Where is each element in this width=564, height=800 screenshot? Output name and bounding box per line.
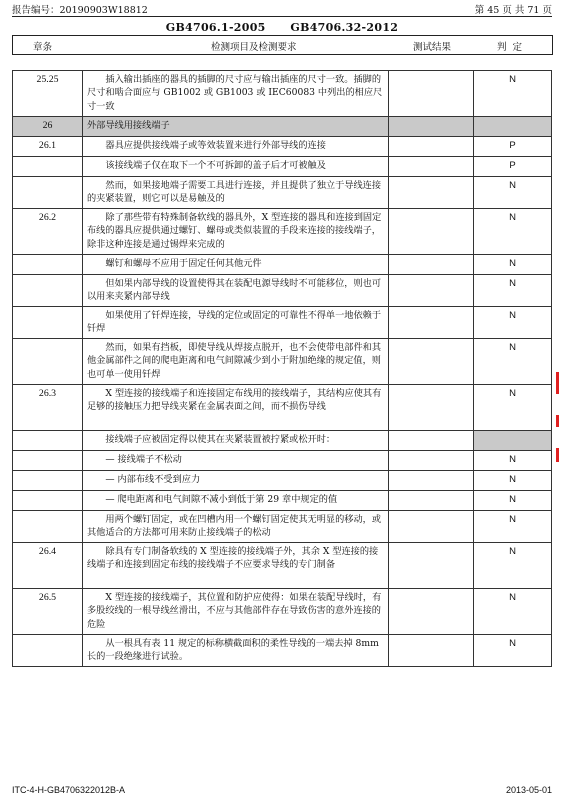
result-cell — [389, 71, 474, 117]
margin-mark — [556, 448, 559, 462]
verdict-cell: N — [474, 177, 552, 209]
requirement-cell: 但如果内部导线的设置使得其在装配电源导线时不可能移位，则也可以用来夹紧内部导线 — [83, 275, 389, 307]
result-cell — [389, 209, 474, 255]
clause-cell: 26.1 — [13, 137, 83, 157]
col-verdict: 判 定 — [497, 42, 523, 53]
clause-cell: 25.25 — [13, 71, 83, 117]
clause-cell — [13, 451, 83, 471]
document-code: ITC-4-H-GB4706322012B-A — [12, 785, 126, 795]
table-row — [13, 275, 552, 307]
requirement-cell: 螺钉和螺母不应用于固定任何其他元件 — [83, 255, 389, 275]
verdict-cell: N — [474, 543, 552, 589]
verdict-cell: N — [474, 209, 552, 255]
table-row — [13, 511, 552, 543]
requirement-cell: 用两个螺钉固定，或在凹槽内用一个螺钉固定使其无明显的移动，或其他适合的方法都可用来防止接线端子的松动 — [83, 511, 389, 543]
verdict-cell: N — [474, 511, 552, 543]
verdict-cell — [474, 117, 552, 137]
requirement-cell: — 接线端子不松动 — [83, 451, 389, 471]
requirement-cell: 外部导线用接线端子 — [83, 117, 389, 137]
verdict-cell: P — [474, 137, 552, 157]
result-cell — [389, 491, 474, 511]
clause-cell — [13, 177, 83, 209]
verdict-cell: N — [474, 71, 552, 117]
result-cell — [389, 451, 474, 471]
result-cell — [389, 543, 474, 589]
table-row — [13, 339, 552, 385]
result-cell — [389, 255, 474, 275]
table-row — [13, 471, 552, 491]
inspection-table — [12, 70, 552, 667]
requirement-cell: X 型连接的接线端子和连接固定布线用的接线端子，其结构应使其有足够的接触压力把导线夹紧在金属表面之间，而不损伤导线 — [83, 385, 389, 431]
clause-cell — [13, 491, 83, 511]
verdict-cell: N — [474, 385, 552, 431]
verdict-cell: N — [474, 635, 552, 667]
clause-cell — [13, 511, 83, 543]
table-row — [13, 137, 552, 157]
table-row — [13, 589, 552, 635]
table-row — [13, 491, 552, 511]
requirement-cell: — 爬电距离和电气间隙不减小到低于第 29 章中规定的值 — [83, 491, 389, 511]
clause-cell — [13, 157, 83, 177]
clause-cell: 26.2 — [13, 209, 83, 255]
table-row — [13, 177, 552, 209]
clause-cell: 26 — [13, 117, 83, 137]
clause-cell: 26.4 — [13, 543, 83, 589]
table-row — [13, 255, 552, 275]
header-divider — [12, 16, 552, 17]
requirement-cell: 除具有专门制备软线的 X 型连接的接线端子外，其余 X 型连接的接线端子和连接到固定布线的接线端子不应要求导线的专门制备 — [83, 543, 389, 589]
col-requirement: 检测项目及检测要求 — [211, 42, 297, 53]
verdict-cell: N — [474, 471, 552, 491]
table-row — [13, 385, 552, 431]
standards-title: GB4706.1-2005 GB4706.32-2012 — [165, 21, 399, 34]
clause-cell — [13, 431, 83, 451]
requirement-cell: 然而，如果有挡板，即使导线从焊接点脱开，也不会使带电部件和其他金属部件之间的爬电距离和电气间隙减少到小于附加绝缘的规定值，则也可单一使用钎焊 — [83, 339, 389, 385]
table-row — [13, 635, 552, 667]
clause-cell — [13, 471, 83, 491]
page-number: 第 45 页 共 71 页 — [474, 5, 552, 16]
result-cell — [389, 471, 474, 491]
clause-cell: 26.3 — [13, 385, 83, 431]
verdict-cell: N — [474, 589, 552, 635]
result-cell — [389, 117, 474, 137]
clause-cell: 26.5 — [13, 589, 83, 635]
clause-cell — [13, 307, 83, 339]
verdict-cell — [474, 431, 552, 451]
requirement-cell: 插入输出插座的器具的插脚的尺寸应与输出插座的尺寸一致。插脚的尺寸和啮合面应与 GB1002 或 GB1003 或 IEC60083 中列出的相应尺寸一致 — [83, 71, 389, 117]
result-cell — [389, 635, 474, 667]
table-row — [13, 71, 552, 117]
verdict-cell: N — [474, 339, 552, 385]
requirement-cell: 除了那些带有特殊制备软线的器具外，X 型连接的器具和连接到固定布线的器具应提供通过螺钉、螺母或类似装置的手段来连接的接线端子，除非这种连接是通过锡焊来完成的 — [83, 209, 389, 255]
col-clause: 章条 — [33, 42, 53, 53]
result-cell — [389, 431, 474, 451]
result-cell — [389, 275, 474, 307]
requirement-cell: 该接线端子仅在取下一个不可拆卸的盖子后才可被触及 — [83, 157, 389, 177]
requirement-cell: 接线端子应被固定得以使其在夹紧装置被拧紧或松开时： — [83, 431, 389, 451]
result-cell — [389, 177, 474, 209]
verdict-cell: N — [474, 491, 552, 511]
verdict-cell: N — [474, 275, 552, 307]
margin-mark — [556, 415, 559, 427]
result-cell — [389, 137, 474, 157]
requirement-cell: 器具应提供接线端子或等效装置来进行外部导线的连接 — [83, 137, 389, 157]
table-row — [13, 209, 552, 255]
result-cell — [389, 339, 474, 385]
col-result: 测试结果 — [413, 42, 452, 53]
verdict-cell: N — [474, 255, 552, 275]
verdict-cell: N — [474, 307, 552, 339]
result-cell — [389, 589, 474, 635]
clause-cell — [13, 275, 83, 307]
table-row — [13, 157, 552, 177]
table-row — [13, 117, 552, 137]
verdict-cell: N — [474, 451, 552, 471]
clause-cell — [13, 635, 83, 667]
margin-mark — [556, 372, 559, 394]
result-cell — [389, 157, 474, 177]
result-cell — [389, 307, 474, 339]
clause-cell — [13, 339, 83, 385]
requirement-cell: — 内部布线不受到应力 — [83, 471, 389, 491]
column-header — [12, 35, 553, 55]
clause-cell — [13, 255, 83, 275]
result-cell — [389, 511, 474, 543]
report-number: 报告编号：20190903W18812 — [12, 5, 148, 16]
requirement-cell: 从一根具有表 11 规定的标称横截面积的柔性导线的一端去掉 8mm 长的一段绝缘进行试验。 — [83, 635, 389, 667]
result-cell — [389, 385, 474, 431]
document-date: 2013-05-01 — [505, 785, 552, 795]
table-row — [13, 307, 552, 339]
requirement-cell: 如果使用了钎焊连接，导线的定位或固定的可靠性不得单一地依赖于钎焊 — [83, 307, 389, 339]
requirement-cell: 然而，如果接地端子需要工具进行连接，并且提供了独立于导线连接的夹紧装置，则它可以是易触及的 — [83, 177, 389, 209]
table-row — [13, 543, 552, 589]
table-row — [13, 431, 552, 451]
verdict-cell: P — [474, 157, 552, 177]
table-row — [13, 451, 552, 471]
requirement-cell: X 型连接的接线端子，其位置和防护应使得：如果在装配导线时，有多股绞线的一根导线丝滑出，不应与其他部件存在导致伤害的意外连接的危险 — [83, 589, 389, 635]
